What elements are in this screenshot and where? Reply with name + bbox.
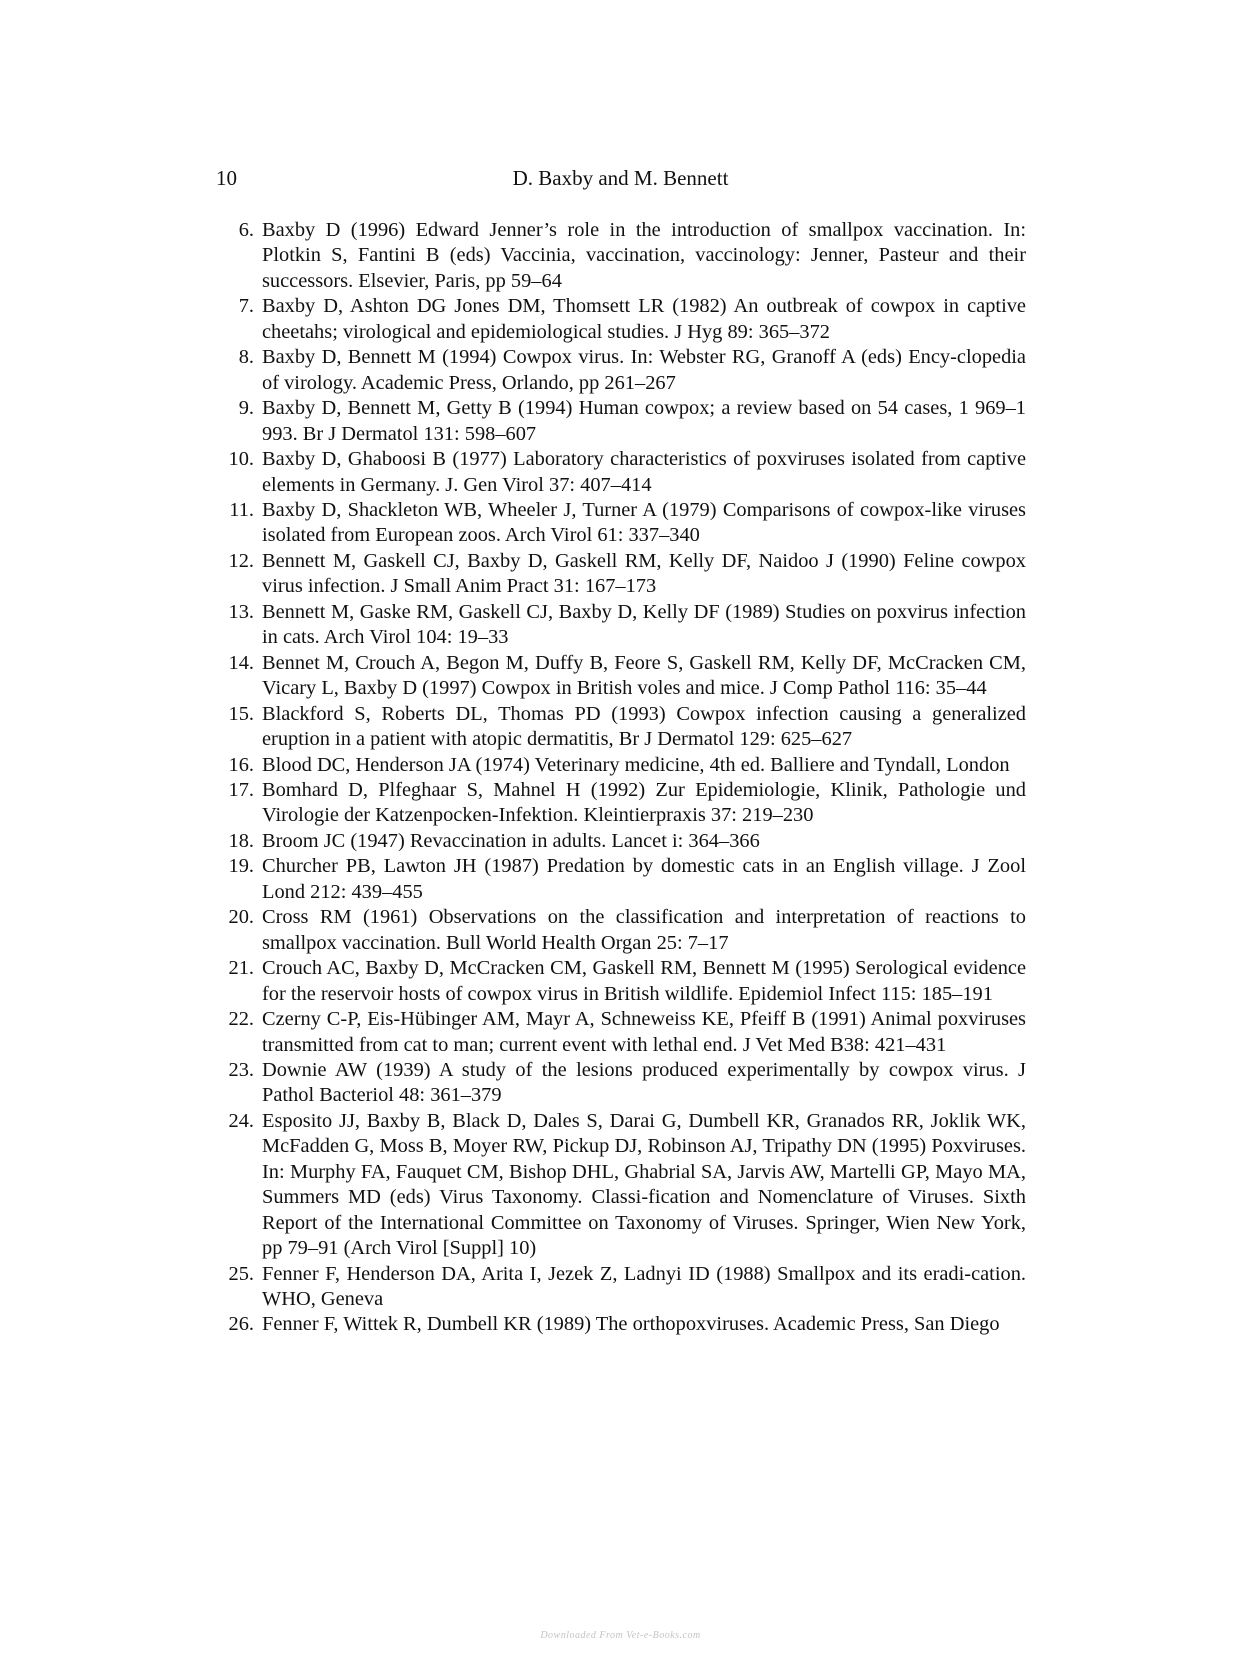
reference-item (216, 396, 1026, 447)
reference-item (216, 1109, 1026, 1262)
reference-text: Blood DC, Henderson JA (1974) Veterinary medicine, 4th ed. Balliere and Tyndall, London (262, 753, 1010, 776)
reference-number: 14. (228, 651, 254, 674)
reference-item (216, 651, 1026, 702)
reference-number: 9. (238, 397, 254, 420)
reference-number: 26. (228, 1313, 254, 1336)
reference-item (216, 854, 1026, 905)
reference-text: Cross RM (1961) Observations on the classification and interpretation of reactions to smallpox vaccination. Bull World Health Organ 25: 7–17 (262, 906, 1026, 954)
reference-number: 11. (229, 498, 254, 521)
watermark-text: Downloaded From Vet-e-Books.com (540, 1630, 701, 1641)
reference-text: Baxby D, Bennett M (1994) Cowpox virus. In: Webster RG, Granoff A (eds) Ency-clopedia of virology. Academic Press, Orlando, pp 261–267 (262, 346, 1026, 394)
reference-item (216, 498, 1026, 549)
reference-text: Blackford S, Roberts DL, Thomas PD (1993) Cowpox infection causing a generalized eruption in a patient with atopic dermatitis, Br J Dermatol 129: 625–627 (262, 702, 1026, 751)
reference-item (216, 345, 1026, 396)
reference-number: 23. (228, 1058, 254, 1081)
reference-item (216, 905, 1026, 956)
page-number: 10 (216, 166, 237, 190)
reference-text: Broom JC (1947) Revaccination in adults. Lancet i: 364–366 (262, 829, 760, 852)
reference-item (216, 753, 1026, 778)
reference-text: Baxby D, Ghaboosi B (1977) Laboratory characteristics of poxviruses isolated from captive elements in Germany. J. Gen Virol 37: 407–414 (262, 448, 1026, 496)
reference-item (216, 549, 1026, 600)
reference-number: 10. (228, 448, 254, 471)
reference-item (216, 956, 1026, 1007)
reference-number: 19. (228, 855, 254, 878)
reference-item (216, 829, 1026, 854)
reference-text: Bennett M, Gaskell CJ, Baxby D, Gaskell RM, Kelly DF, Naidoo J (1990) Feline cowpox virus infection. J Small Anim Pract 31: 167–173 (262, 549, 1026, 598)
reference-text: Bomhard D, Plfeghaar S, Mahnel H (1992) Zur Epidemiologie, Klinik, Pathologie und Virologie der Katzenpocken-Infektion. Kleintierpraxis 37: 219–230 (262, 778, 1026, 827)
reference-text: Czerny C-P, Eis-Hübinger AM, Mayr A, Schneweiss KE, Pfeiff B (1991) Animal poxviruses transmitted from cat to man; current event with lethal end. J Vet Med B38: 421–431 (262, 1008, 1026, 1056)
reference-number: 6. (238, 219, 254, 241)
reference-number: 18. (228, 829, 254, 852)
reference-text: Baxby D (1996) Edward Jenner’s role in the introduction of smallpox vaccination. In: Plotkin S, Fantini B (eds) Vaccinia, vaccination, vaccinology: Jenner, Pasteur and their successors. Elsevier, Paris, pp 59–64 (262, 219, 1026, 292)
reference-item (216, 1007, 1026, 1058)
reference-item (216, 294, 1026, 345)
reference-text: Crouch AC, Baxby D, McCracken CM, Gaskell RM, Bennett M (1995) Serological evidence for the reservoir hosts of cowpox virus in British wildlife. Epidemiol Infect 115: 185–191 (262, 957, 1026, 1005)
reference-item (216, 218, 1026, 294)
reference-text: Baxby D, Ashton DG Jones DM, Thomsett LR (1982) An outbreak of cowpox in captive cheetahs; virological and epidemiological studies. J Hyg 89: 365–372 (262, 295, 1026, 343)
reference-number: 17. (228, 778, 254, 801)
reference-number: 7. (238, 295, 254, 318)
reference-text: Esposito JJ, Baxby B, Black D, Dales S, Darai G, Dumbell KR, Granados RR, Joklik WK, McFadden G, Moss B, Moyer RW, Pickup DJ, Robinson AJ, Tripathy DN (1995) Poxviruses. In: Murphy FA, Fauquet CM, Bishop DHL, Ghabrial SA, Jarvis AW, Martelli GP, Mayo MA, Summers MD (eds) Virus Taxonomy. Classi-fication and Nomenclature of Viruses. Sixth Report of the International Committee on Taxonomy of Viruses. Springer, Wien New York, pp 79–91 (Arch Virol [Suppl] 10) (262, 1109, 1026, 1260)
reference-text: Downie AW (1939) A study of the lesions produced experimentally by cowpox virus. J Pathol Bacteriol 48: 361–379 (262, 1058, 1026, 1107)
reference-item (216, 1312, 1026, 1337)
reference-item (216, 600, 1026, 651)
reference-text: Fenner F, Henderson DA, Arita I, Jezek Z, Ladnyi ID (1988) Smallpox and its eradi-cation. WHO, Geneva (262, 1262, 1026, 1311)
reference-number: 12. (228, 549, 254, 572)
reference-text: Fenner F, Wittek R, Dumbell KR (1989) The orthopoxviruses. Academic Press, San Diego (262, 1313, 1000, 1336)
reference-text: Churcher PB, Lawton JH (1987) Predation by domestic cats in an English village. J Zool Lond 212: 439–455 (262, 855, 1026, 903)
reference-number: 21. (228, 957, 254, 980)
reference-number: 20. (228, 906, 254, 929)
running-head: D. Baxby and M. Bennett (512, 166, 729, 190)
reference-number: 25. (228, 1262, 254, 1285)
reference-number: 16. (228, 753, 254, 776)
reference-item (216, 1058, 1026, 1109)
reference-text: Baxby D, Bennett M, Getty B (1994) Human cowpox; a review based on 54 cases, 1 969–1 993. Br J Dermatol 131: 598–607 (262, 397, 1026, 445)
reference-text: Baxby D, Shackleton WB, Wheeler J, Turner A (1979) Comparisons of cowpox-like viruses isolated from European zoos. Arch Virol 61: 337–340 (262, 498, 1026, 547)
reference-text: Bennet M, Crouch A, Begon M, Duffy B, Feore S, Gaskell RM, Kelly DF, McCracken CM, Vicary L, Baxby D (1997) Cowpox in British voles and mice. J Comp Pathol 116: 35–44 (262, 651, 1026, 700)
reference-number: 15. (228, 702, 254, 725)
reference-number: 24. (228, 1109, 254, 1132)
reference-number: 22. (228, 1008, 254, 1031)
reference-text: Bennett M, Gaske RM, Gaskell CJ, Baxby D, Kelly DF (1989) Studies on poxvirus infection in cats. Arch Virol 104: 19–33 (262, 600, 1026, 649)
reference-item (216, 778, 1026, 829)
reference-item (216, 1262, 1026, 1313)
reference-number: 8. (238, 346, 254, 369)
reference-item (216, 702, 1026, 753)
reference-list (216, 218, 1026, 1338)
reference-number: 13. (228, 600, 254, 623)
reference-item (216, 447, 1026, 498)
